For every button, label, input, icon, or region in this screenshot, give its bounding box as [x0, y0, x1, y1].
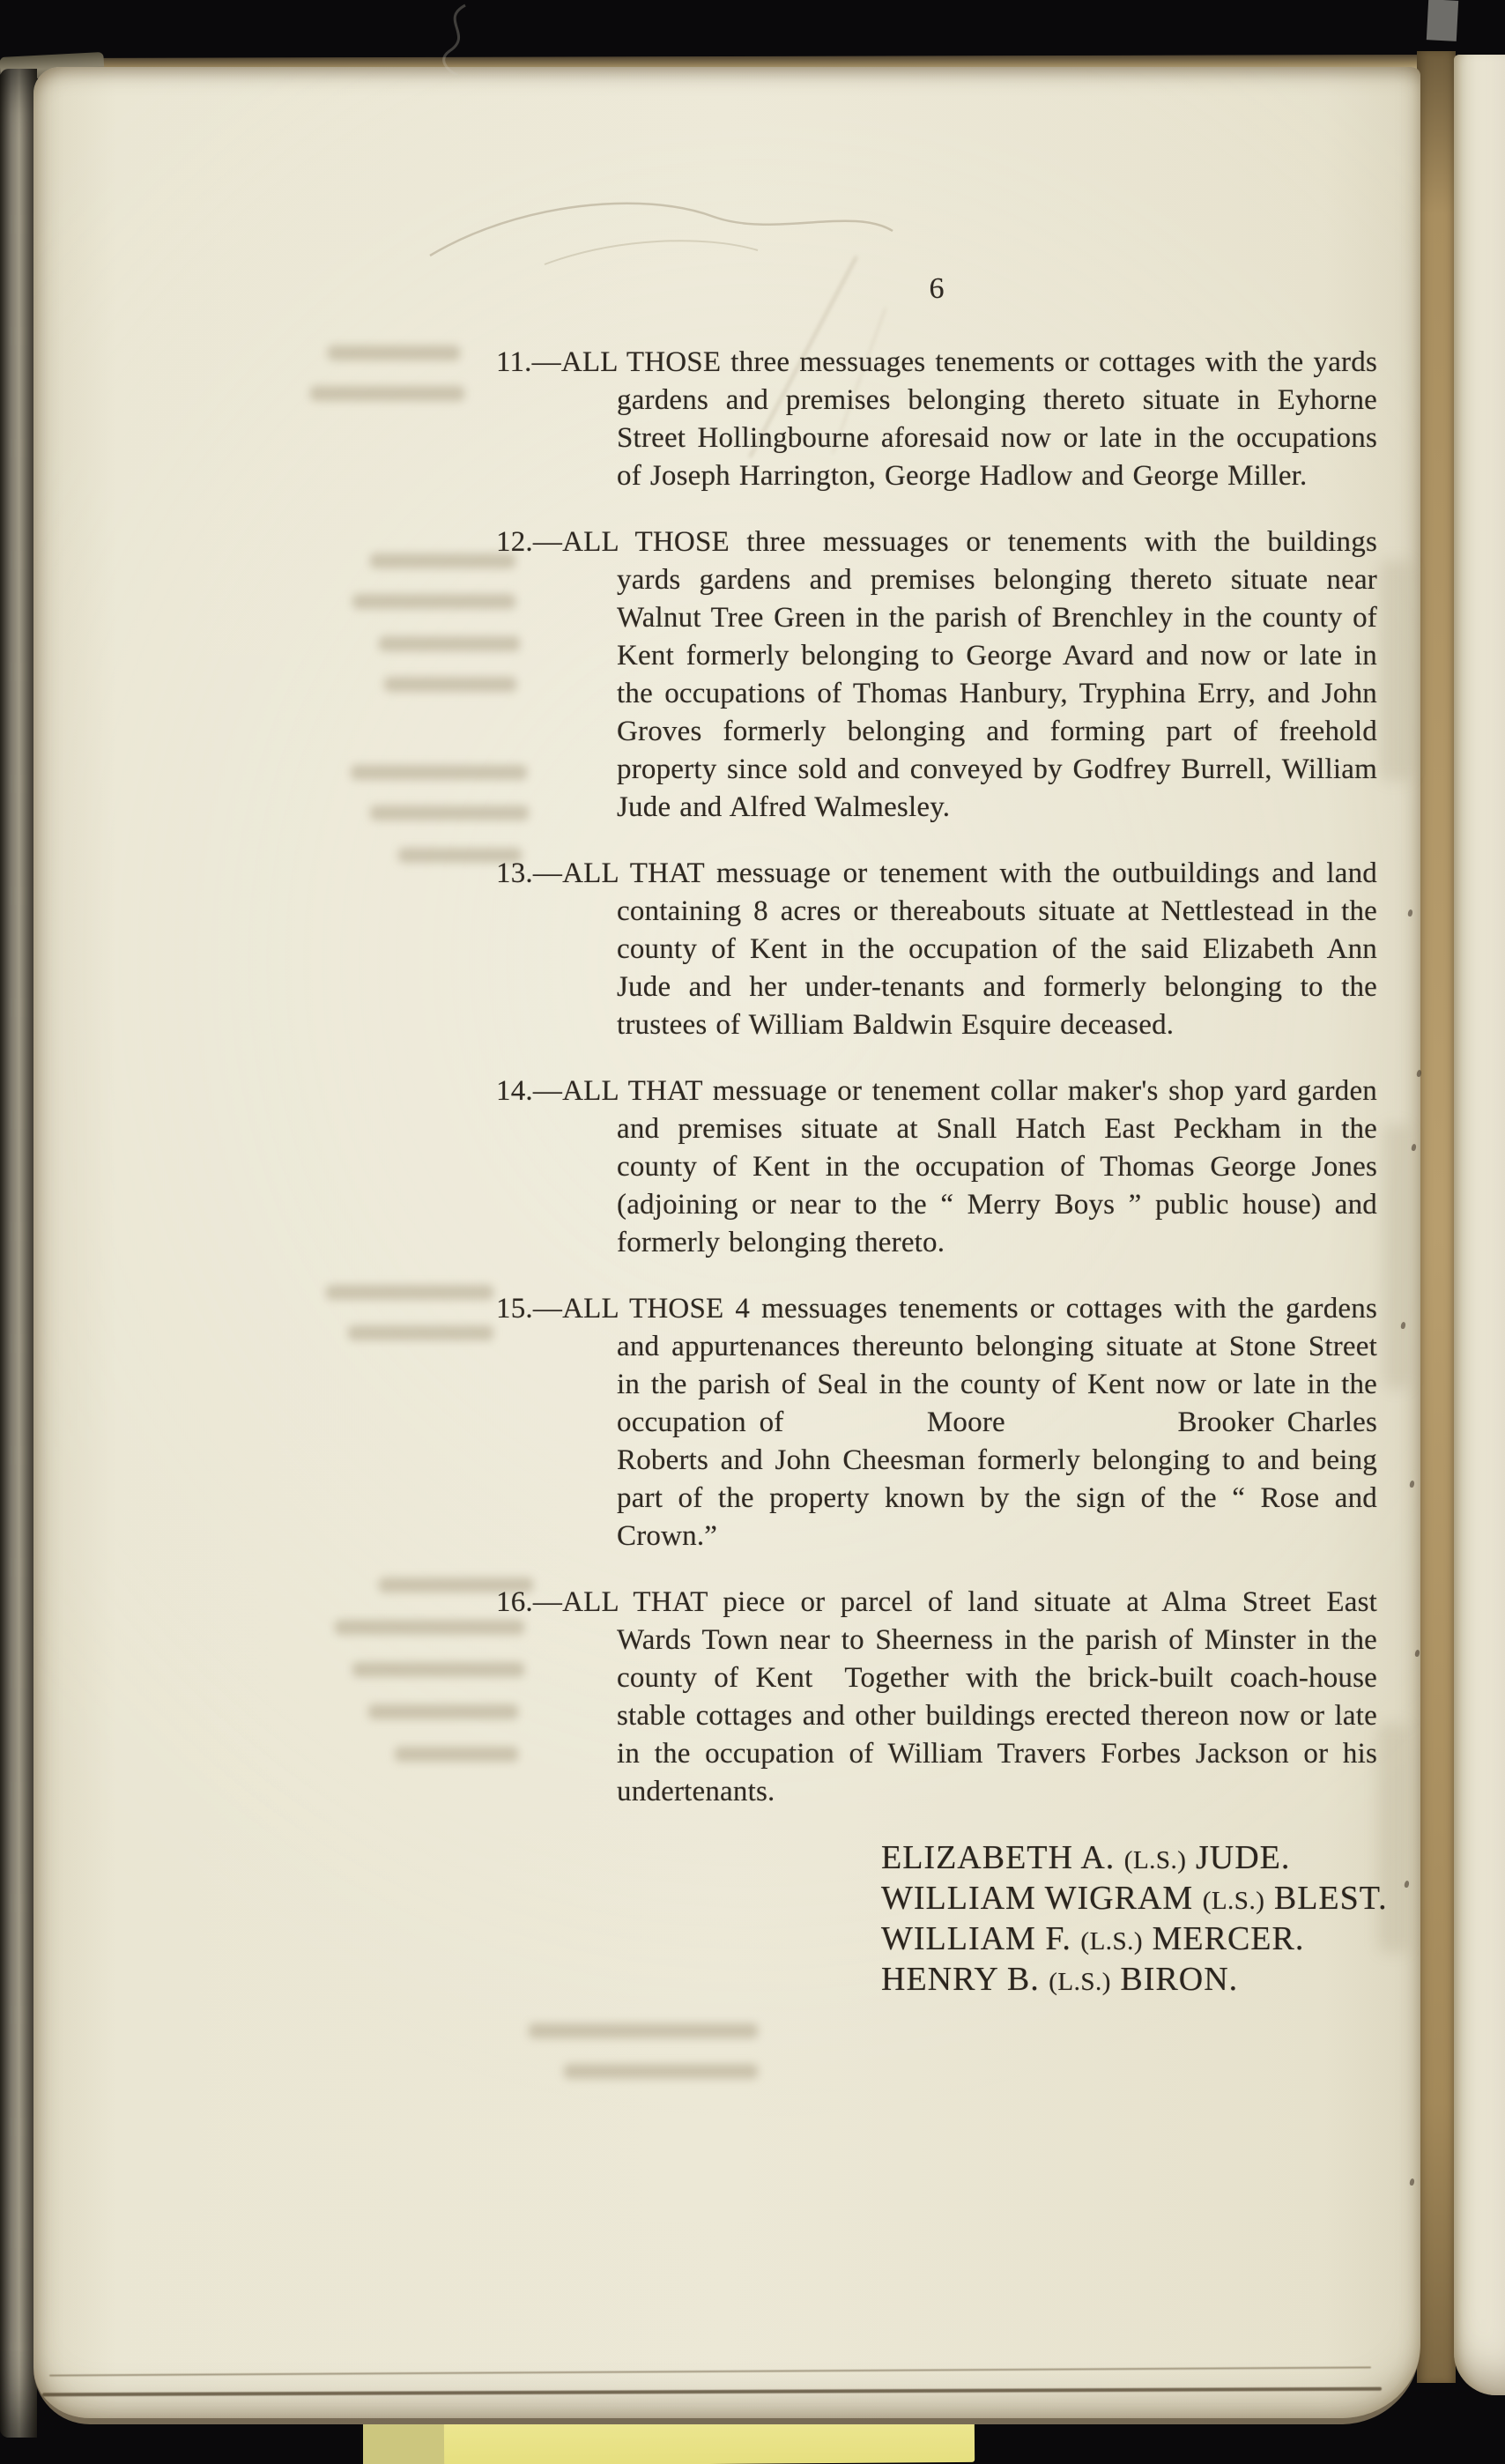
signer-forename: WILLIAM WIGRAM — [881, 1880, 1194, 1917]
signer-surname: MERCER. — [1152, 1920, 1305, 1957]
paragraph-number: 12.— — [496, 526, 563, 558]
seal-mark: (L.S.) — [1202, 1887, 1265, 1915]
paragraph-number: 14.— — [496, 1075, 563, 1107]
seal-mark: (L.S.) — [1123, 1846, 1187, 1874]
paragraph — [496, 1584, 1377, 1811]
ink-speck — [1411, 1144, 1417, 1152]
signature-line — [881, 1880, 1388, 1920]
paragraph-text: ALL THOSE three messuages tenements or cottages with the yards gardens and premises belonging thereto situate in Eyhorne Street Hollingbourne aforesaid now or late in the occupations of Joseph Harrington, George Hadlow and George Miller. — [560, 346, 1377, 492]
ink-speck — [1409, 1481, 1415, 1488]
paragraph-number: 11.— — [496, 346, 561, 378]
signature-line — [881, 1839, 1377, 1880]
paragraph-text: ALL THAT messuage or tenement with the outbuildings and land containing 8 acres or thereabouts situate at Nettlestead in the county of Kent in the occupation of the said Elizabeth Ann Jude and her under-tenants and formerly belonging to the trustees of William Baldwin Esquire deceased. — [562, 857, 1377, 1041]
paragraph — [496, 1072, 1377, 1262]
bleed-through-smudge — [348, 1325, 493, 1340]
signature-block — [881, 1839, 1388, 2001]
seal-mark: (L.S.) — [1049, 1968, 1111, 1996]
sticky-note — [444, 2418, 975, 2464]
signature-line — [881, 1961, 1377, 2001]
bleed-through-smudge — [328, 345, 460, 360]
signer-forename: HENRY B. — [881, 1961, 1040, 1998]
ink-speck — [1404, 1881, 1410, 1889]
signature-line — [881, 1920, 1377, 1961]
paragraph-number: 15.— — [496, 1293, 563, 1325]
paragraph-text: ALL THOSE three messuages or tenements with the buildings yards gardens and premises belonging thereto situate near Walnut Tree Green in the parish of Brenchley in the county of Kent formerly belonging to George Avard and now or late in the occupations of Thomas Hanbury, Tryphina Erry, and John Groves formerly belonging and forming part of freehold property since sold and conveyed by Godfrey Burrell, William Jude and Alfred Walmesley. — [562, 526, 1377, 823]
bleed-through-smudge — [310, 386, 464, 401]
book-binding — [0, 69, 37, 2438]
signer-surname: BIRON. — [1120, 1961, 1239, 1998]
bleed-through-smudge — [1380, 560, 1412, 781]
paragraph-text: ALL THOSE 4 messuages tenements or cottages with the gardens and appurtenances thereunto belonging situate at Stone Street in the parish of Seal in the county of Kent now or late in the occupation of Moore Brooker Charles Roberts and John Cheesman formerly belonging to and being part of the property known by the sign of the “ Rose and Crown.” — [562, 1293, 1377, 1552]
bleed-through-smudge — [326, 1285, 493, 1300]
paragraph — [496, 523, 1377, 827]
binding-tab — [1427, 0, 1458, 41]
stray-mark — [412, 0, 500, 79]
paragraph-number: 13.— — [496, 857, 563, 889]
paragraph — [496, 344, 1377, 495]
ink-speck — [1409, 2178, 1415, 2186]
page-gutter — [1417, 51, 1456, 2383]
ink-speck — [1414, 1650, 1420, 1658]
signer-forename: WILLIAM F. — [881, 1920, 1071, 1957]
signer-forename: ELIZABETH A. — [881, 1839, 1116, 1876]
bleed-through-smudge — [564, 2064, 758, 2079]
paragraph-text: ALL THAT messuage or tenement collar maker's shop yard garden and premises situate at Snall Hatch East Peckham in the county of Kent in the occupation of Thomas George Jones (adjoining or near to the “ Merry Boys ” public house) and formerly belonging thereto. — [562, 1075, 1377, 1258]
sticky-note-edge — [363, 2423, 448, 2464]
text-column — [496, 344, 1388, 2001]
bleed-through-smudge — [370, 553, 515, 568]
bleed-through-smudge — [1383, 1124, 1410, 1389]
paragraph — [496, 855, 1377, 1044]
page-number: 6 — [929, 272, 945, 305]
paragraph — [496, 1290, 1377, 1555]
bleed-through-smudge — [529, 2023, 758, 2038]
seal-mark: (L.S.) — [1080, 1927, 1144, 1956]
paragraph-number: 16.— — [496, 1586, 563, 1618]
bleed-through-smudge — [1378, 1724, 1408, 1953]
adjacent-page-edge — [1454, 55, 1505, 2395]
pencil-scribble — [412, 180, 906, 286]
paragraph-text: ALL THAT piece or parcel of land situate at Alma Street East Wards Town near to Sheerness in the parish of Minster in the county of Kent Together with the brick-built coach-house stable cottages and other buildings erected thereon now or late in the occupation of William Travers Forbes Jackson or his undertenants. — [562, 1586, 1377, 1807]
signer-surname: BLEST. — [1273, 1880, 1388, 1917]
bleed-through-smudge — [352, 594, 515, 609]
ink-speck — [1407, 909, 1413, 917]
signer-surname: JUDE. — [1195, 1839, 1291, 1876]
